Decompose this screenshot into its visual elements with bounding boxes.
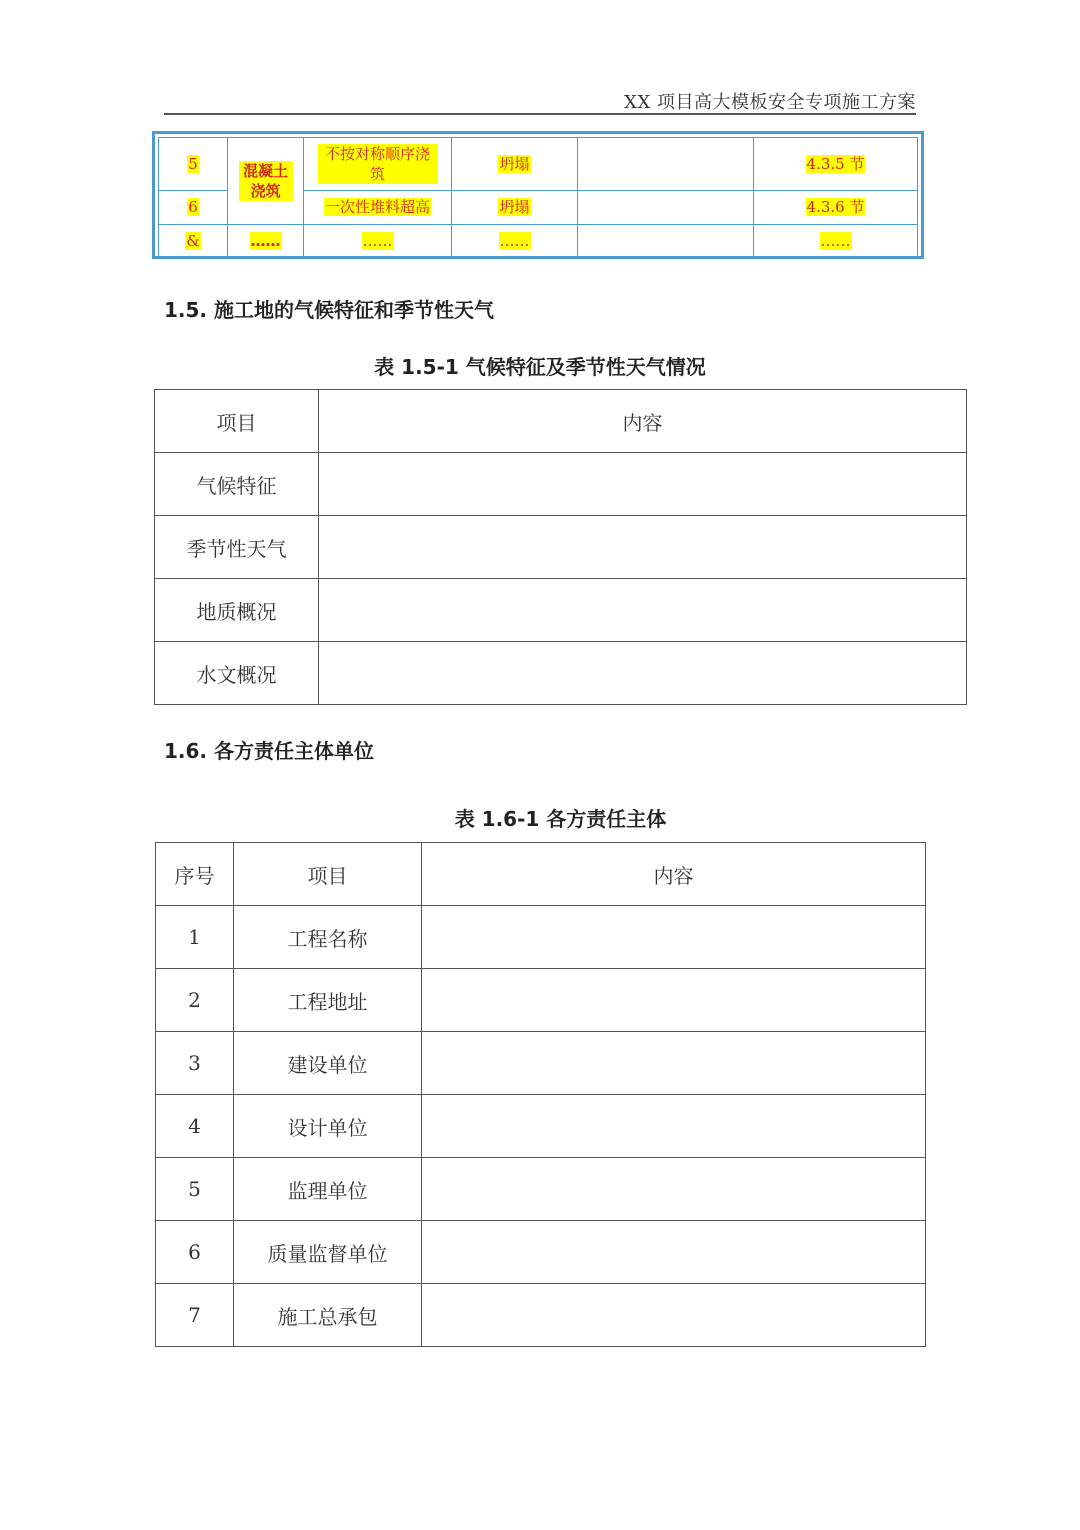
row-no: 1 (156, 906, 234, 969)
row-no: 4 (156, 1095, 234, 1158)
row-content (319, 453, 967, 516)
table-row (155, 642, 967, 705)
row-label: 季节性天气 (155, 516, 319, 579)
row-label: 水文概况 (155, 642, 319, 705)
table-row (155, 453, 967, 516)
row-label: 气候特征 (155, 453, 319, 516)
parties-table-header (156, 843, 926, 906)
row-content (422, 1032, 926, 1095)
row-label: 监理单位 (234, 1158, 422, 1221)
climate-table-header (155, 390, 967, 453)
row-content (422, 906, 926, 969)
table-row (156, 1158, 926, 1221)
table-row (155, 579, 967, 642)
row-no: 5 (156, 1158, 234, 1221)
section-heading-1-5: 1.5. 施工地的气候特征和季节性天气 (164, 298, 494, 322)
row-label: 建设单位 (234, 1032, 422, 1095)
row-label: 工程名称 (234, 906, 422, 969)
risk-no: 6 (159, 191, 228, 225)
risk-category: 混凝土浇筑 (228, 138, 304, 225)
row-no: 7 (156, 1284, 234, 1347)
row-content (422, 1158, 926, 1221)
risk-issue: 一次性堆料超高 (304, 191, 452, 225)
column-header-item: 项目 (234, 843, 422, 906)
risk-measure (578, 138, 754, 191)
section-heading-1-6: 1.6. 各方责任主体单位 (164, 739, 374, 763)
risk-ref: 4.3.6 节 (754, 191, 918, 225)
table-caption-1-5-1: 表 1.5-1 气候特征及季节性天气情况 (374, 355, 706, 379)
column-header-no: 序号 (156, 843, 234, 906)
climate-table (154, 389, 967, 705)
risk-row (159, 225, 918, 258)
risk-consequence: …… (452, 225, 578, 258)
row-label: 地质概况 (155, 579, 319, 642)
row-no: 2 (156, 969, 234, 1032)
risk-measure (578, 191, 754, 225)
table-row (156, 1095, 926, 1158)
risk-consequence: 坍塌 (452, 191, 578, 225)
risk-no: 5 (159, 138, 228, 191)
table-caption-1-6-1: 表 1.6-1 各方责任主体 (454, 807, 667, 831)
risk-ref: 4.3.5 节 (754, 138, 918, 191)
row-no: 6 (156, 1221, 234, 1284)
risk-issue: 不按对称顺序浇筑 (304, 138, 452, 191)
risk-consequence: 坍塌 (452, 138, 578, 191)
table-row (156, 1032, 926, 1095)
row-label: 设计单位 (234, 1095, 422, 1158)
column-header-content: 内容 (422, 843, 926, 906)
column-header-content: 内容 (319, 390, 967, 453)
row-content (422, 1284, 926, 1347)
risk-no: & (159, 225, 228, 258)
table-row (156, 906, 926, 969)
table-row (156, 1284, 926, 1347)
row-content (422, 1221, 926, 1284)
row-content (319, 642, 967, 705)
risk-table-frame (152, 131, 924, 259)
row-label: 施工总承包 (234, 1284, 422, 1347)
row-content (319, 516, 967, 579)
risk-issue: …… (304, 225, 452, 258)
table-row (156, 1221, 926, 1284)
risk-category: …… (228, 225, 304, 258)
header-divider (164, 113, 916, 115)
row-no: 3 (156, 1032, 234, 1095)
responsible-parties-table (155, 842, 926, 1347)
row-content (422, 969, 926, 1032)
column-header-item: 项目 (155, 390, 319, 453)
risk-table (158, 137, 918, 258)
row-content (422, 1095, 926, 1158)
table-row (156, 969, 926, 1032)
row-content (319, 579, 967, 642)
page-header-title: XX 项目高大模板安全专项施工方案 (624, 92, 916, 113)
table-row (155, 516, 967, 579)
risk-row (159, 138, 918, 191)
row-label: 工程地址 (234, 969, 422, 1032)
risk-measure (578, 225, 754, 258)
row-label: 质量监督单位 (234, 1221, 422, 1284)
risk-ref: …… (754, 225, 918, 258)
